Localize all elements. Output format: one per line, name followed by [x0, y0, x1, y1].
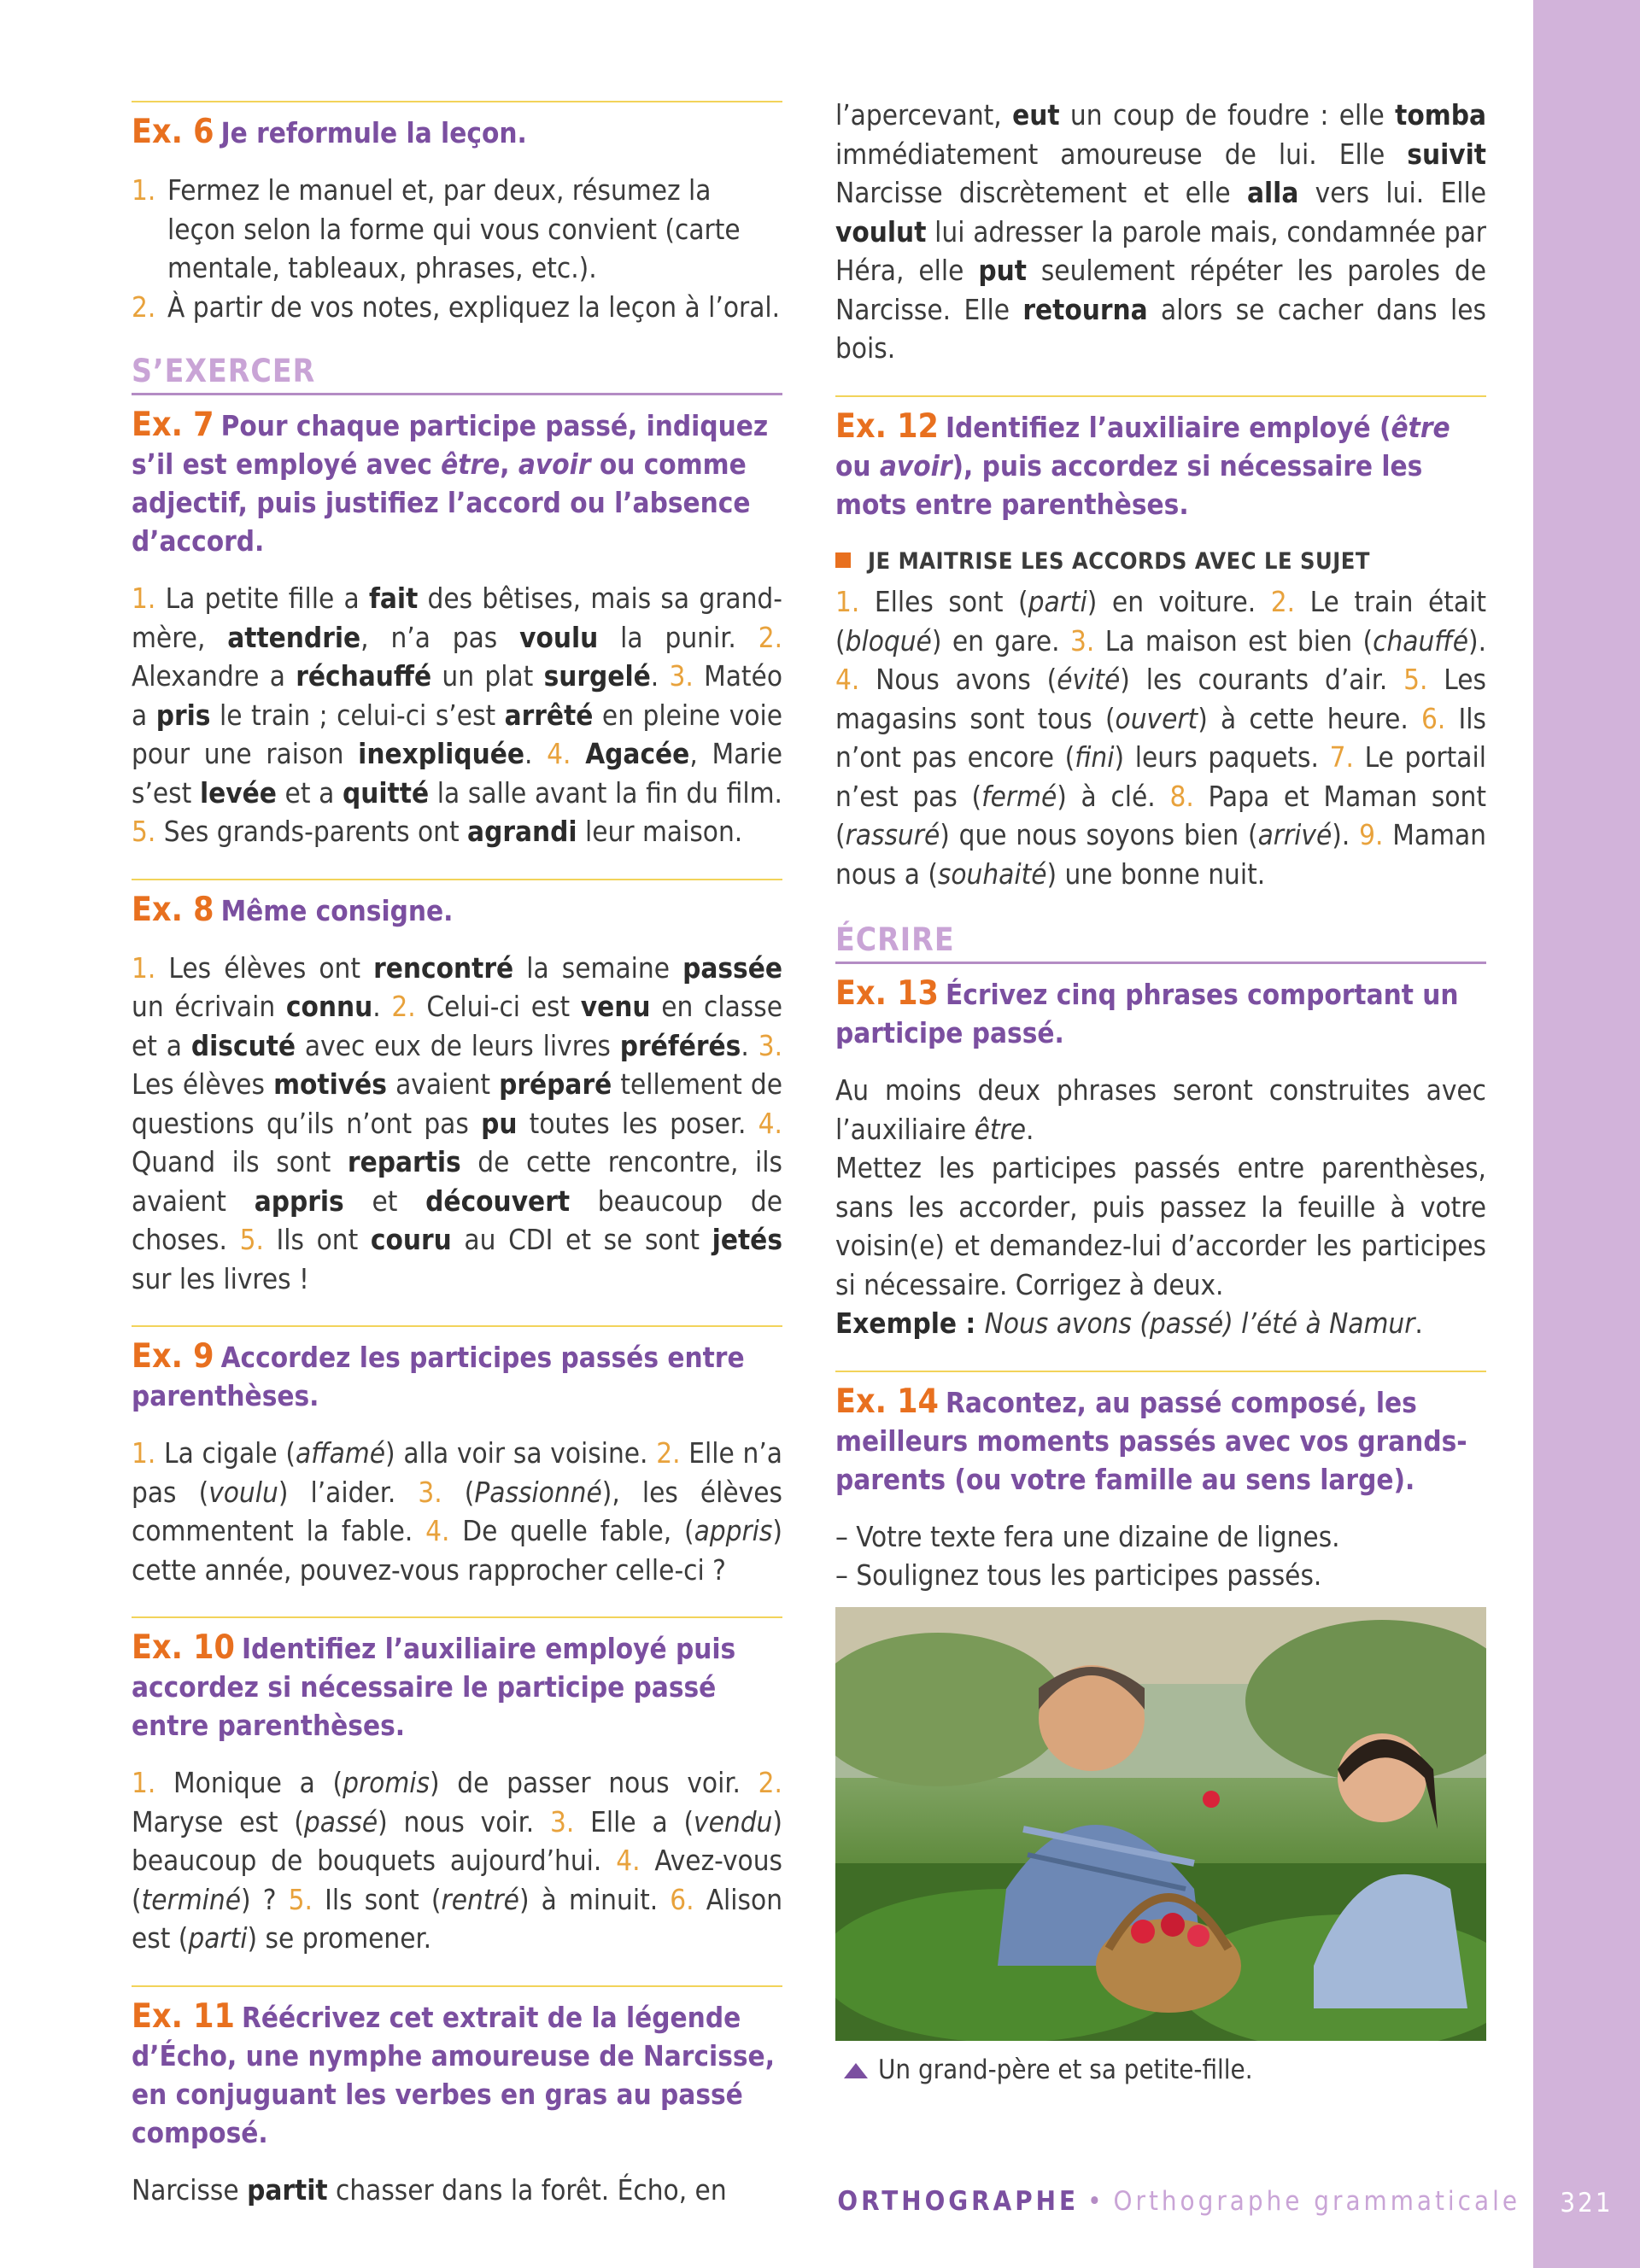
ex10-text: 1. Monique a (promis) de passer nous voir. 2. Maryse est (passé) nous voir. 3. Elle a (vendu) beaucoup de bouquets aujourd’hui. 4. Avez-vous (terminé) ? 5. Ils sont (rentré) à minuit. 6. Alison est (parti) se promener. — [132, 1766, 783, 1955]
subheading-text: JE MAITRISE LES ACCORDS AVEC LE SUJET — [868, 547, 1370, 575]
ex13-paragraph-1 — [835, 1071, 1486, 1149]
ex13-title — [835, 974, 1486, 1052]
list-item — [132, 288, 782, 327]
ex14-title — [835, 1382, 1486, 1499]
ex12-title-etre: être — [1391, 410, 1450, 444]
item-text: Fermez le manuel et, par deux, résumez la leçon selon la forme qui vous convient (carte mentale, tableaux, phrases, etc.). — [167, 173, 741, 284]
ex14-line-2: – Soulignez tous les participes passés. — [835, 1558, 1322, 1592]
ex14-number: Ex. 14 — [835, 1382, 939, 1421]
ex13-p1-end: . — [1026, 1112, 1034, 1146]
ex7-title-part: ou comme adjectif, puis justifiez l’accord ou l’absence d’accord. — [132, 447, 751, 558]
divider — [132, 879, 782, 880]
footer-separator: • — [1087, 2186, 1105, 2217]
triangle-up-icon — [844, 2063, 868, 2078]
divider — [132, 1616, 782, 1618]
ex7-title-etre: être — [441, 447, 501, 481]
ex11-title — [132, 1997, 782, 2152]
ex13-number: Ex. 13 — [835, 974, 939, 1013]
ex11-instruction: Réécrivez cet extrait de la légende d’Écho, une nymphe amoureuse de Narcisse, en conjuguant les verbes en gras au passé composé. — [132, 2000, 775, 2149]
ex11-number: Ex. 11 — [132, 1996, 235, 2036]
divider — [835, 395, 1486, 397]
ex7-title-part: Pour chaque participe passé, indiquez s’il est employé avec — [132, 409, 769, 481]
photo-grandfather-granddaughter — [835, 1607, 1486, 2041]
footer-chapter: ORTHOGRAPHE — [837, 2186, 1080, 2217]
ex10-instruction: Identifiez l’auxiliaire employé puis accordez si nécessaire le participe passé entre parenthèses. — [132, 1632, 736, 1742]
ex12-title — [835, 407, 1486, 523]
ex14-line-1: – Votre texte fera une dizaine de lignes. — [835, 1519, 1340, 1553]
ex10-title — [132, 1628, 782, 1745]
ex13-paragraph-2: Mettez les participes passés entre parenthèses, sans les accorder, puis passez la feuille à votre voisin(e) et demandez-lui d’accorder les participes si nécessaire. Corrigez à deux. — [835, 1151, 1486, 1301]
photo-illustration — [835, 1607, 1486, 2041]
divider — [132, 101, 782, 102]
left-column — [132, 101, 782, 2236]
ex14-instruction: Racontez, au passé composé, les meilleurs moments passés avec vos grands-parents (ou votre famille au sens large). — [835, 1385, 1467, 1496]
page-number: 321 — [1560, 2188, 1614, 2218]
ex7-title-avoir: avoir — [518, 447, 591, 481]
ex8-text: 1. Les élèves ont rencontré la semaine passée un écrivain connu. 2. Celui-ci est venu en classe et a discuté avec eux de leurs livres préférés. 3. Les élèves motivés avaient préparé tellement de questions qu’ils n’ont pas pu toutes les poser. 4. Quand ils sont repartis de cette rencontre, ils avaient appris et découvert beaucoup de choses. 5. Ils ont couru au CDI et se sont jetés sur les livres ! — [132, 950, 783, 1295]
ex12-subheading — [835, 542, 1486, 582]
page-side-band — [1533, 0, 1640, 2268]
ex6-title — [132, 113, 782, 152]
photo-caption — [835, 2051, 1486, 2090]
footer-section: Orthographe grammaticale — [1113, 2186, 1520, 2217]
ex7-title — [132, 406, 782, 560]
example-end: . — [1414, 1306, 1423, 1340]
page-footer — [0, 2186, 1520, 2217]
divider — [132, 1325, 782, 1327]
ex9-title — [132, 1337, 782, 1415]
item-number: 1. — [132, 173, 156, 207]
ex13-p1-text: Au moins deux phrases seront construites avec l’auxiliaire — [835, 1073, 1486, 1146]
ex12-text: 1. Elles sont (parti) en voiture. 2. Le train était (bloqué) en gare. 3. La maison est bien (chauffé). 4. Nous avons (évité) les courants d’air. 5. Les magasins sont tous (ouvert) à cette heure. 6. Ils n’ont pas encore (fini) leurs paquets. 7. Le portail n’est pas (fermé) à clé. 8. Papa et Maman sont (rassuré) que nous soyons bien (arrivé). 9. Maman nous a (souhaité) une bonne nuit. — [835, 585, 1487, 891]
ex11-text-end: l’apercevant, eut un coup de foudre : elle tomba immédiatement amoureuse de lui. Elle suivit Narcisse discrètement et elle alla vers lui. Elle voulut lui adresser la parole mais, condamnée par Héra, elle put seulement répéter les paroles de Narcisse. Elle retourna alors se cacher dans les bois. — [835, 98, 1486, 365]
square-bullet-icon — [835, 552, 851, 568]
ex9-number: Ex. 9 — [132, 1337, 214, 1376]
ex7-number: Ex. 7 — [132, 406, 214, 444]
caption-text: Un grand-père et sa petite-fille. — [878, 2054, 1253, 2085]
right-column — [835, 96, 1486, 2090]
ex6-instruction: Je reformule la leçon. — [220, 116, 527, 149]
example-text: Nous avons (passé) l’été à Namur — [984, 1306, 1415, 1340]
ex12-title-sep: ou — [835, 448, 880, 482]
ex8-title — [132, 891, 782, 930]
ex13-instruction: Écrivez cinq phrases comportant un participe passé. — [835, 978, 1459, 1049]
ex6-list — [132, 171, 782, 326]
ex7-text: 1. La petite fille a fait des bêtises, mais sa grand-mère, attendrie, n’a pas voulu la punir. 2. Alexandre a réchauffé un plat surgelé. 3. Matéo a pris le train ; celui-ci s’est arrêté en pleine voie pour une raison inexpliquée. 4. Agacée, Marie s’est levée et a quitté la salle avant la fin du film. 5. Ses grands-parents ont agrandi leur maison. — [132, 582, 783, 848]
list-item — [132, 171, 782, 288]
ex13-p1-etre: être — [974, 1112, 1027, 1146]
ex11-text-start: Narcisse partit chasser dans la forêt. Écho, en — [132, 2172, 727, 2207]
ex8-number: Ex. 8 — [132, 890, 214, 929]
ex12-title-avoir: avoir — [879, 448, 952, 482]
section-ecrire: ÉCRIRE — [835, 921, 1486, 964]
divider — [835, 1371, 1486, 1372]
ex10-number: Ex. 10 — [132, 1628, 235, 1667]
ex8-instruction: Même consigne. — [220, 893, 454, 927]
section-exercer: S’EXERCER — [132, 352, 782, 395]
ex9-instruction: Accordez les participes passés entre parenthèses. — [132, 1341, 745, 1412]
divider — [132, 1985, 782, 1987]
ex12-title-part: Identifiez l’auxiliaire employé ( — [945, 410, 1391, 444]
ex12-title-part: ), puis accordez si nécessaire les mots entre parenthèses. — [835, 448, 1423, 521]
ex12-number: Ex. 12 — [835, 406, 939, 446]
ex13-example — [835, 1304, 1486, 1343]
example-label: Exemple : — [835, 1306, 985, 1340]
item-number: 2. — [132, 289, 156, 324]
item-text: À partir de vos notes, expliquez la leçon à l’oral. — [167, 289, 781, 324]
ex6-number: Ex. 6 — [132, 113, 214, 151]
ex7-title-sep: , — [500, 447, 518, 481]
ex9-text: 1. La cigale (affamé) alla voir sa voisine. 2. Elle n’a pas (voulu) l’aider. 3. (Passionné), les élèves commentent la fable. 4. De quelle fable, (appris) cette année, pouvez-vous rapprocher celle-ci ? — [132, 1436, 782, 1587]
